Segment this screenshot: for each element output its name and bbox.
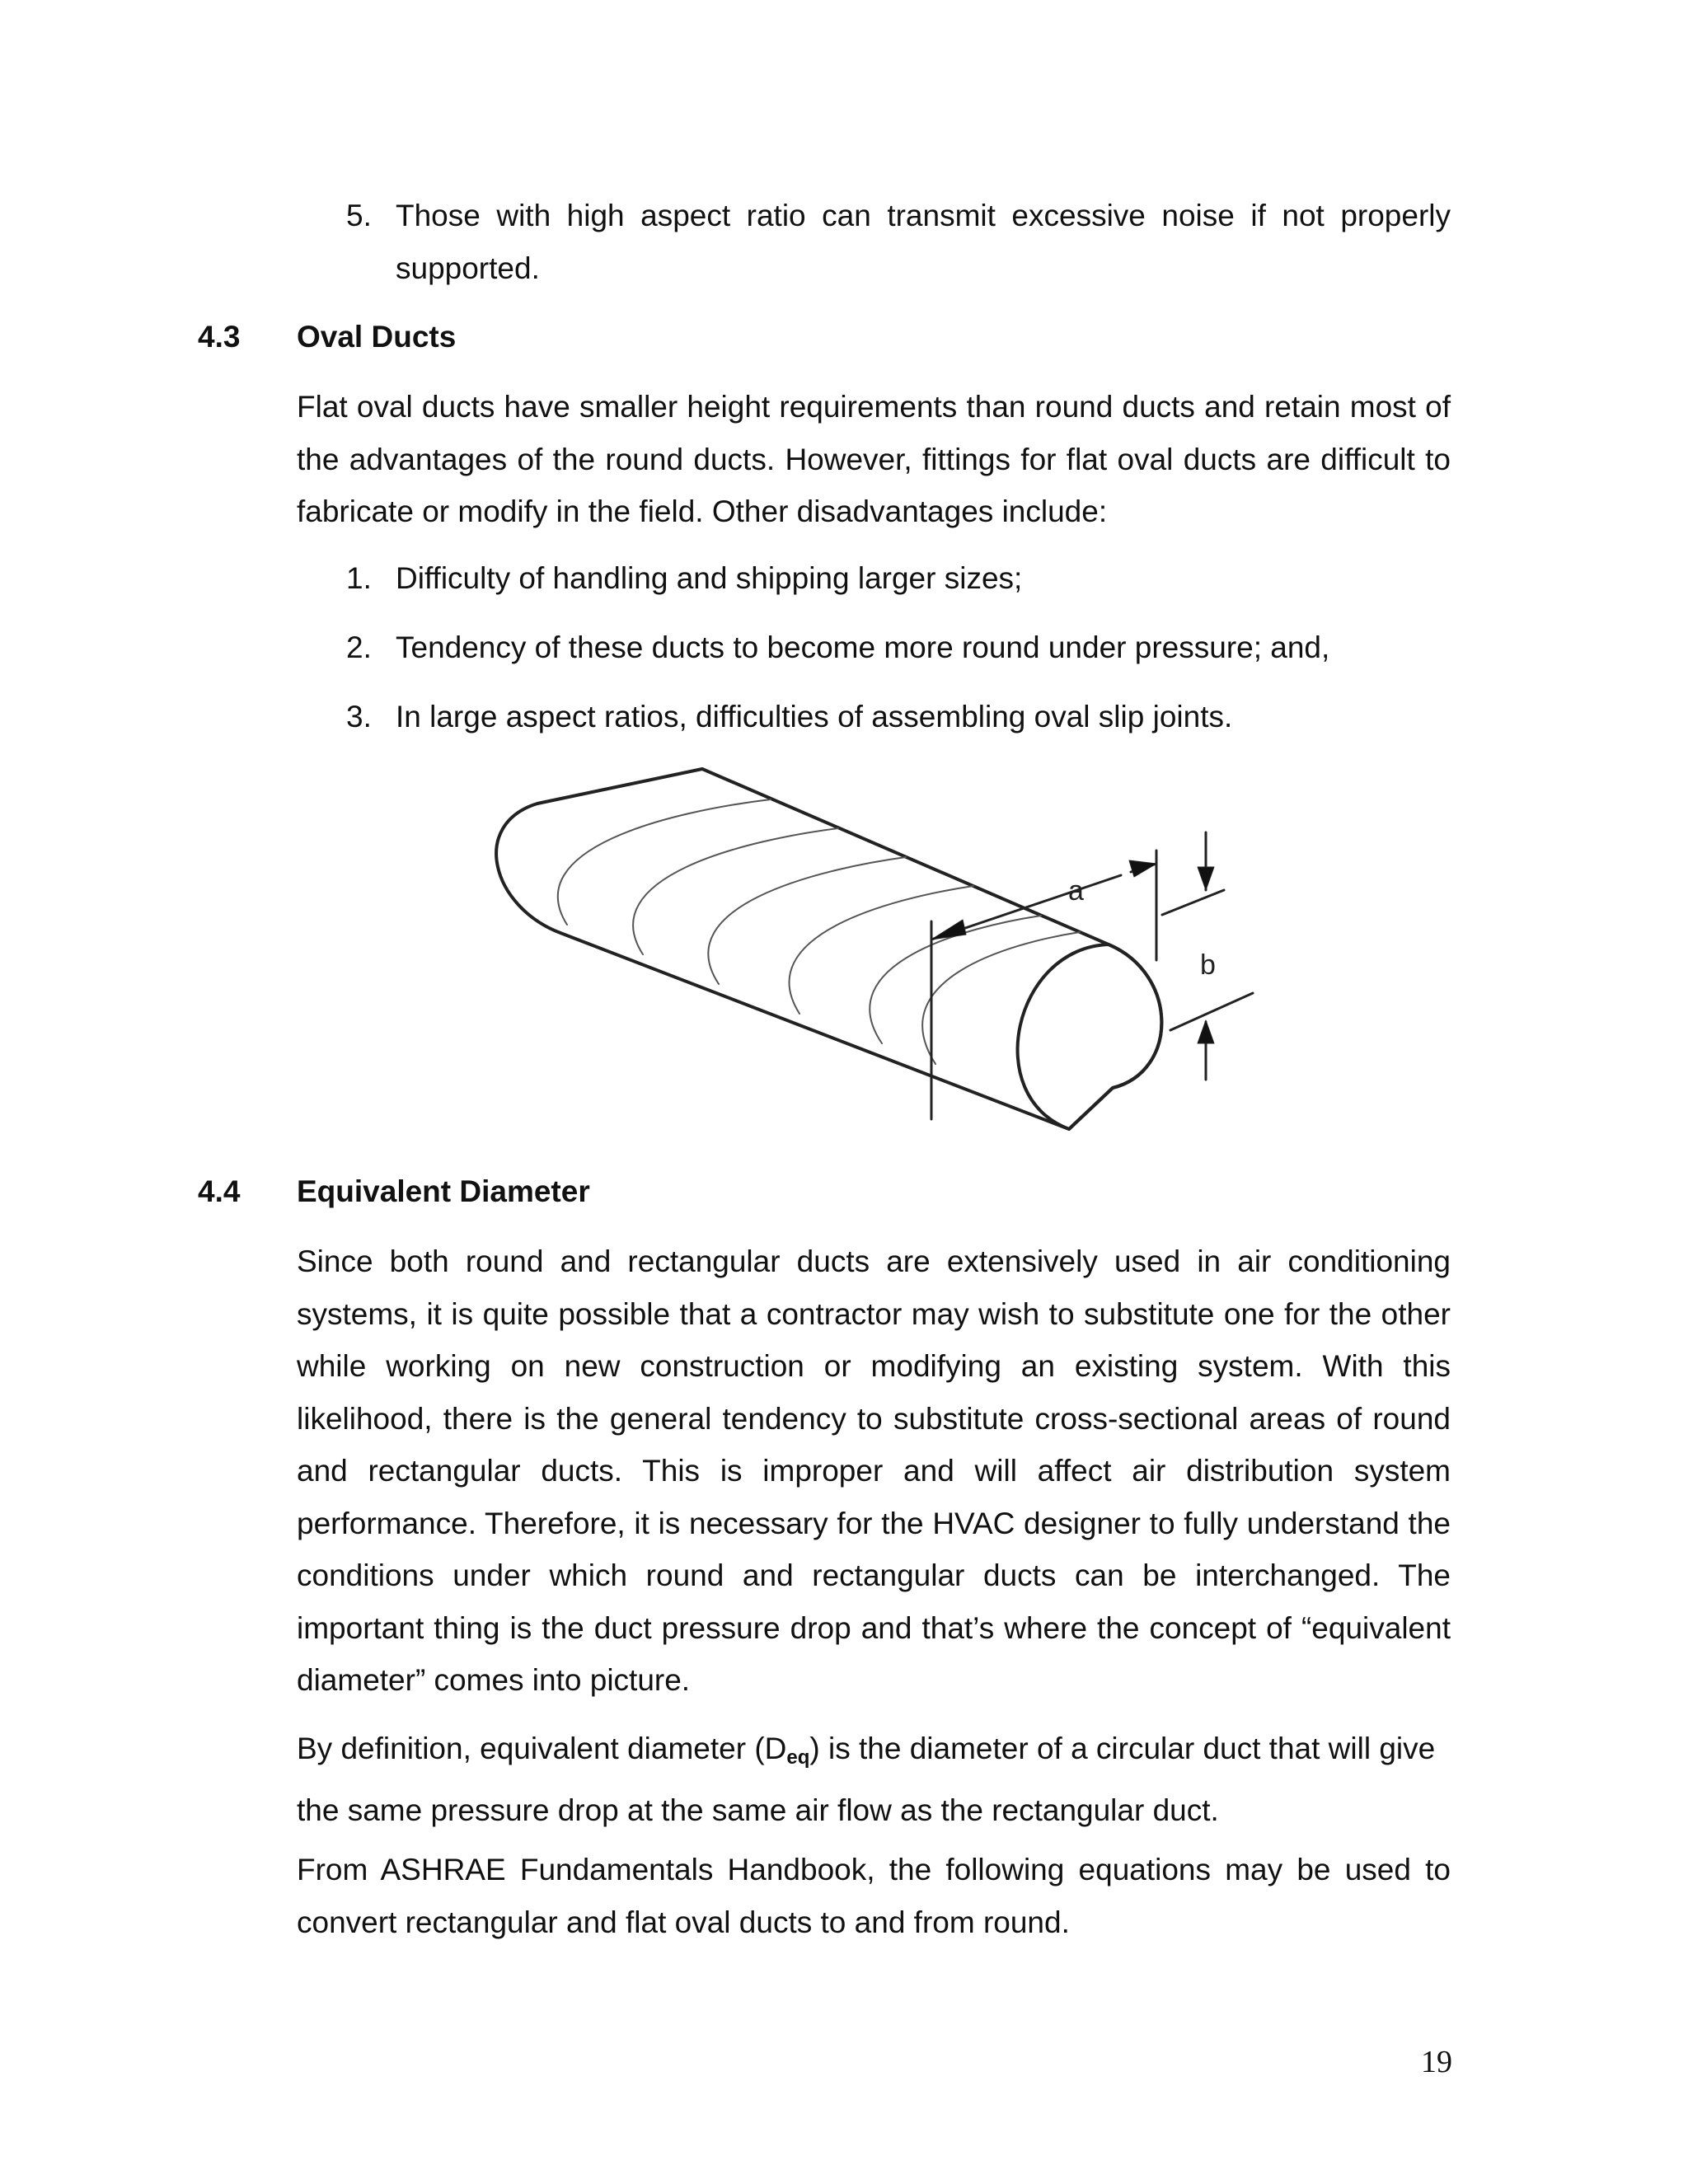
oval-duct-figure — [486, 758, 1278, 1137]
seam-line — [708, 857, 906, 984]
arrowhead-b-top — [1198, 867, 1214, 890]
seam-line — [558, 799, 771, 925]
dimension-a-label: a — [1068, 875, 1084, 907]
paragraph-definition — [297, 1722, 1451, 1836]
seam-line — [789, 886, 973, 1014]
definition-subscript: eq — [786, 1746, 810, 1769]
list-number: 1. — [346, 561, 372, 595]
list-item-5 — [346, 190, 1451, 295]
paragraph-oval-ducts: Flat oval ducts have smaller height requirements than round ducts and retain most of the advantages of the round ducts. However, fittings for flat oval ducts are difficult to fabricate or modify in the field. Other disadvantages include: — [297, 390, 1451, 528]
list-number: 2. — [346, 630, 372, 664]
list-number: 5. — [346, 199, 372, 232]
list-text: Tendency of these ducts to become more round under pressure; and, — [396, 630, 1330, 664]
section-heading-4-3 — [198, 319, 857, 355]
list-text: Difficulty of handling and shipping larger sizes; — [396, 561, 1023, 595]
list-item-3 — [346, 691, 1451, 743]
arrowhead-a-right — [1129, 860, 1156, 877]
duct-end-face — [1018, 944, 1162, 1129]
list-text: Those with high aspect ratio can transmit excessive noise if not properly supported. — [396, 199, 1451, 285]
definition-text-end: ) is the diameter of a circular duct that will give the same pressure drop at the same air flow as the rectangular duct. — [297, 1732, 1436, 1827]
oval-duct-drawing — [486, 758, 1278, 1137]
section-title: Equivalent Diameter — [297, 1174, 590, 1208]
paragraph-ashrae: From ASHRAE Fundamentals Handbook, the following equations may be used to convert rectangular and flat oval ducts to and from round. — [297, 1853, 1451, 1939]
section-number: 4.4 — [198, 1174, 241, 1208]
dimension-b-bottom-ext — [1170, 993, 1253, 1030]
dimension-b-top-ext — [1162, 890, 1224, 915]
list-item-1 — [346, 552, 1451, 605]
section-title: Oval Ducts — [297, 320, 457, 354]
arrowhead-a-left — [931, 920, 966, 940]
page-number: 19 — [1421, 2045, 1452, 2079]
list-number: 3. — [346, 700, 372, 733]
seam-line — [922, 932, 1080, 1064]
arrowhead-b-bottom — [1198, 1020, 1214, 1043]
paragraph-equivalent-diameter: Since both round and rectangular ducts are extensively used in air conditioning systems, it is quite possible that a contractor may wish to substitute one for the other while working on new construction or modifying an existing system. With this likelihood, there is the general tendency to substitute cross-sectional areas of round and rectangular ducts. This is improper and will affect air distribution system performance. Therefore, it is necessary for the HVAC designer to fully understand the conditions under which round and rectangular ducts can be interchanged. The important thing is the duct pressure drop and that’s where the concept of “equivalent diameter” comes into picture. — [297, 1244, 1451, 1697]
dimension-b-label: b — [1200, 949, 1216, 981]
list-text: In large aspect ratios, difficulties of assembling oval slip joints. — [396, 700, 1233, 733]
section-number: 4.3 — [198, 320, 241, 354]
definition-text-start: By definition, equivalent diameter (D — [297, 1732, 787, 1765]
section-heading-4-4 — [198, 1174, 940, 1210]
duct-outline — [496, 769, 1161, 1129]
seam-line — [633, 828, 838, 954]
list-item-2 — [346, 621, 1451, 674]
